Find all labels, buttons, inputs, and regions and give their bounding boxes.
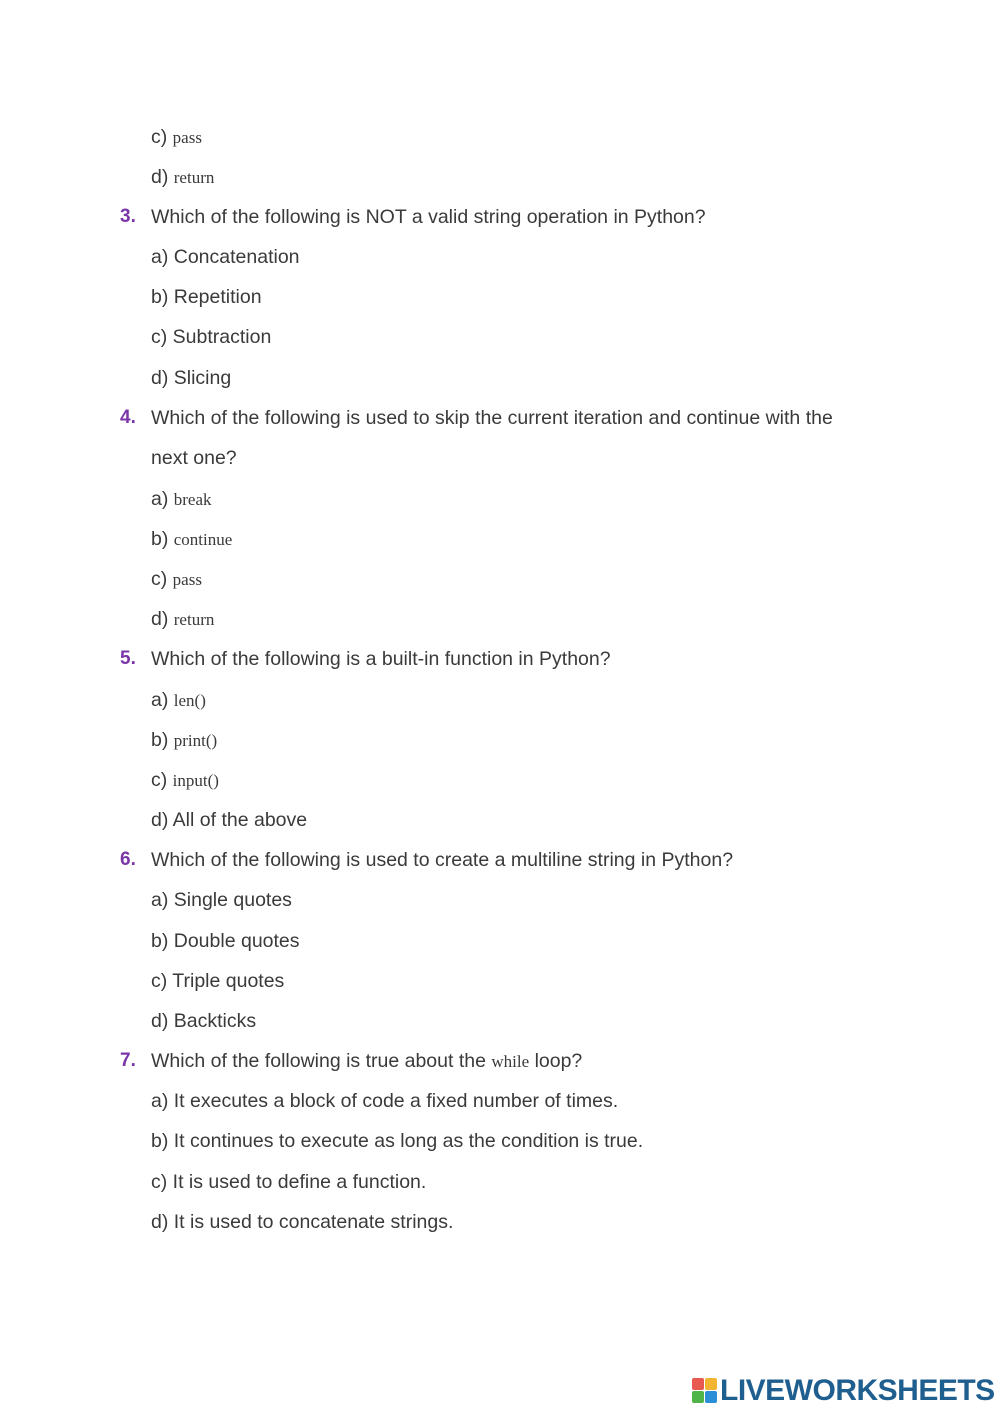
option-3a: a) Concatenation — [151, 246, 300, 268]
option-5d: d) All of the above — [151, 809, 308, 831]
option-3d: d) Slicing — [151, 367, 232, 389]
option-6d: d) Backticks — [151, 1010, 257, 1032]
question-7-number: 7. — [120, 1050, 136, 1071]
option-7c: c) It is used to define a function. — [151, 1171, 427, 1193]
liveworksheets-logo — [692, 1374, 995, 1408]
option-3b: b) Repetition — [151, 286, 262, 308]
option-4c: c) pass — [151, 568, 202, 590]
option-4a: a) break — [151, 488, 212, 510]
question-7-text: Which of the following is true about the while loop? — [151, 1050, 583, 1072]
option-5a: a) len() — [151, 689, 206, 711]
option-6c: c) Triple quotes — [151, 970, 285, 992]
option-3c: c) Subtraction — [151, 326, 272, 348]
question-3-text: Which of the following is NOT a valid string operation in Python? — [151, 206, 706, 228]
question-4-text-line2: next one? — [151, 447, 237, 469]
option-6b: b) Double quotes — [151, 930, 300, 952]
option-4d: d) return — [151, 608, 215, 630]
question-6-number: 6. — [120, 849, 136, 870]
logo-text: LIVEWORKSHEETS — [720, 1374, 995, 1407]
option-2c: c) pass — [151, 126, 202, 148]
question-5-text: Which of the following is a built-in function in Python? — [151, 648, 611, 670]
question-4-text-line1: Which of the following is used to skip the current iteration and continue with the — [151, 407, 833, 429]
option-2d: d) return — [151, 166, 215, 188]
option-7d: d) It is used to concatenate strings. — [151, 1211, 454, 1233]
option-4b: b) continue — [151, 528, 233, 550]
question-4-number: 4. — [120, 407, 136, 428]
option-5b: b) print() — [151, 729, 218, 751]
option-5c: c) input() — [151, 769, 219, 791]
question-3-number: 3. — [120, 206, 136, 227]
question-6-text: Which of the following is used to create a multiline string in Python? — [151, 849, 734, 871]
logo-blocks-icon — [692, 1378, 718, 1404]
option-6a: a) Single quotes — [151, 889, 292, 911]
question-5-number: 5. — [120, 648, 136, 669]
option-7b: b) It continues to execute as long as the condition is true. — [151, 1130, 644, 1152]
option-7a: a) It executes a block of code a fixed number of times. — [151, 1090, 619, 1112]
